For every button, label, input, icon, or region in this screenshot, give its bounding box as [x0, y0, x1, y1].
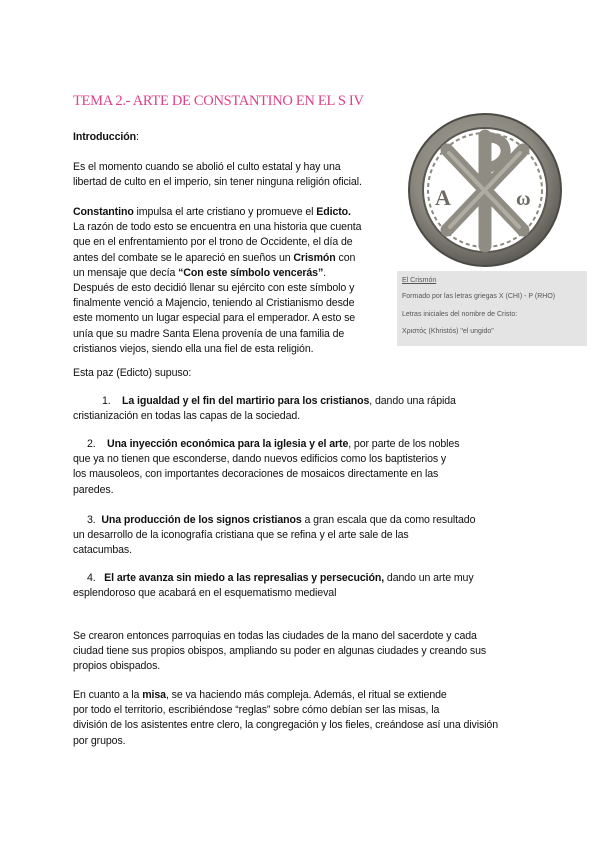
p4-line-1: [73, 688, 498, 703]
item-rest: a gran escala que da como resultado: [301, 514, 476, 526]
p1-line: libertad de culto en el imperio, sin tener ninguna religión oficial.: [73, 176, 362, 189]
p2-line-7: finalmente venció a Majencio, teniendo al Cristianismo desde: [73, 297, 355, 310]
p4-line-4: por grupos.: [73, 734, 126, 747]
p4-line-2: por todo el territorio, escribiéndose “reglas” sobre cómo debían ser las misas, la: [73, 704, 440, 717]
item-2-line-4: paredes.: [73, 483, 114, 496]
list-item: [73, 571, 474, 601]
chrismon-figure: [397, 108, 587, 348]
paragraph-2: [73, 205, 361, 357]
intro-heading: Introducción: [73, 131, 136, 143]
item-number: 1.: [102, 395, 111, 407]
item-2-line-2: que ya no tienen que esconderse, dando nuevos edificios como los baptisterios y: [73, 453, 447, 466]
paragraph-1: [73, 160, 362, 190]
p2-l5-text: un mensaje que decía: [73, 266, 179, 279]
caption-box: [397, 271, 587, 346]
item-rest: , dando una rápida: [369, 395, 456, 407]
p3-line: propios obispados.: [73, 660, 161, 673]
item-number: 2.: [87, 438, 96, 450]
p1-line: Es el momento cuando se abolió el culto estatal y hay una: [73, 161, 341, 173]
constantino-bold: Constantino: [73, 206, 134, 218]
p2-line-9: unía que su madre Santa Elena provenía de una familia de: [73, 327, 345, 340]
p4-l1-text: En cuanto a la: [73, 689, 143, 701]
p4-line-3: división de los asistentes entre clero, la congregación y los fieles, creándose así una división: [73, 719, 498, 732]
p2-l5-text-2: .: [323, 266, 327, 279]
item-bold: Una producción de los signos cristianos: [101, 514, 302, 526]
crismon-bold: Crismón: [293, 251, 336, 264]
p2-line-5: [73, 266, 361, 281]
item-3-line-1: [73, 513, 475, 528]
item-number: 3.: [87, 514, 96, 526]
paz-line: Esta paz (Edicto) supuso:: [73, 367, 192, 379]
p3-line: Se crearon entonces parroquias en todas las ciudades de la mano del sacerdote y cada: [73, 630, 477, 642]
item-number: 4.: [87, 572, 96, 584]
misa-bold: misa: [142, 689, 166, 701]
p2-line-6: Después de esto decidió llenar su ejército con este símbolo y: [73, 282, 355, 295]
paragraph-4: [73, 688, 498, 749]
p2-line-3: que en el enfrentamiento por el trono de Occidente, el día de: [73, 236, 353, 249]
p2-line-10: cristianos viejos, siendo ella una fiel de esta religión.: [73, 342, 314, 355]
item-2-line-1: [73, 437, 459, 452]
item-bold: La igualdad y el fin del martirio para los cristianos: [122, 395, 370, 407]
edicto-bold: Edicto.: [316, 206, 351, 218]
item-bold: El arte avanza sin miedo a las represalias y persecución,: [104, 572, 385, 584]
p2-l4-text-2: con: [335, 251, 356, 264]
intro-colon: :: [135, 131, 139, 143]
intro-heading-line: [73, 130, 139, 145]
item-4-line-1: [73, 571, 474, 586]
paragraph-3: [73, 629, 486, 675]
item-3-line-2: un desarrollo de la iconografía cristiana que se refina y el arte sale de las: [73, 529, 409, 542]
list-item: [73, 513, 475, 559]
item-rest: , por parte de los nobles: [348, 438, 460, 450]
caption-line-3: Χριστός (Khristós) "el ungido": [402, 328, 494, 335]
item-2-line-3: los mausoleos, con importantes decoraciones de mosaicos directamente en las: [73, 468, 439, 481]
svg-text:A: A: [435, 185, 451, 210]
p2-line-2: La razón de todo esto se encuentra en una historia que cuenta: [73, 221, 362, 234]
caption-line-1: Formado por las letras griegas X (CHI) - P (RHO): [402, 293, 556, 300]
list-item: [73, 437, 459, 498]
p4-l1-text-2: , se va haciendo más compleja. Además, el ritual se extiende: [165, 689, 447, 701]
p3-line: ciudad tiene sus propios obispos, ampliando su poder en algunas ciudades y creando sus: [73, 645, 487, 658]
item-4-line-2: esplendoroso que acabará en el esquematismo medieval: [73, 587, 337, 600]
chrismon-image: [397, 108, 587, 273]
item-rest: dando un arte muy: [384, 572, 474, 584]
p2-l1-text: impulsa el arte cristiano y promueve el: [133, 206, 317, 218]
item-1-line-2: cristianización en todas las capas de la sociedad.: [73, 410, 301, 423]
item-1-line-1: [73, 394, 456, 409]
caption-line-2: Letras iniciales del nombre de Cristo:: [402, 311, 518, 318]
p2-line-1: [73, 205, 361, 220]
p2-line-8: este momento un lugar especial para el emperador. A esto se: [73, 312, 356, 325]
item-bold: Una inyección económica para la iglesia y el arte: [107, 438, 349, 450]
item-3-line-3: catacumbas.: [73, 544, 132, 557]
caption-title: El Crismón: [402, 277, 437, 284]
page-title: TEMA 2.- ARTE DE CONSTANTINO EN EL S IV: [73, 93, 364, 109]
list-item: [73, 394, 456, 424]
p2-line-4: [73, 251, 361, 266]
p2-l4-text: antes del combate se le apareció en sueños un: [73, 251, 294, 264]
svg-text:ω: ω: [516, 188, 531, 210]
quote-bold: “Con este símbolo vencerás”: [178, 266, 324, 279]
